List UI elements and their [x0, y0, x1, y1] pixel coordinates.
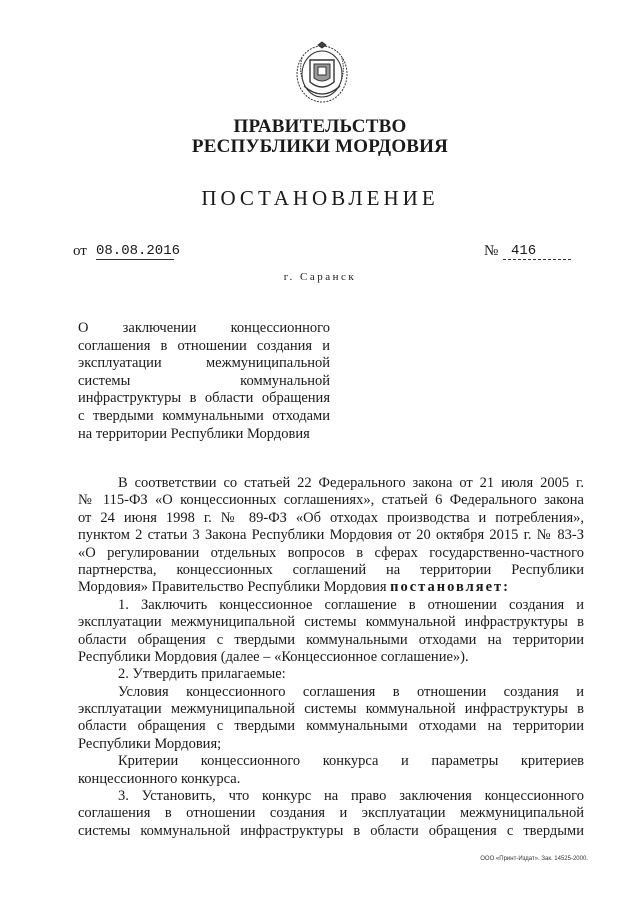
body-line: [78, 579, 584, 596]
body-text: Мордовия» Правительство Республики Мордовия: [78, 579, 387, 596]
body-line: Критерии концессионного конкурса и параметры критериев: [118, 753, 584, 770]
subject-line: системы коммунальной: [78, 372, 330, 389]
subject-line: соглашения в отношении создания и: [78, 337, 330, 354]
subject-line: эксплуатации межмуниципальной: [78, 355, 330, 372]
body-line: В соответствии со статьей 22 Федерального закона от 21 июля 2005 г.: [118, 475, 584, 491]
decree-verb: постановляет:: [390, 579, 510, 596]
coat-of-arms-emblem: [294, 38, 350, 106]
document-body: [78, 475, 584, 840]
document-subject: [78, 320, 330, 443]
number-label: №: [484, 243, 499, 259]
body-line: от 24 июня 1998 г. № 89-ФЗ «Об отходах производства и потребления»,: [78, 509, 584, 526]
body-line: 2. Утвердить прилагаемые:: [118, 666, 286, 683]
date-label: от: [73, 243, 87, 259]
body-line: 3. Установить, что конкурс на право заключения концессионного: [118, 788, 584, 805]
printer-imprint: ООО «Принт-Издат». Зак. 14525-2000.: [480, 856, 588, 862]
subject-line: с твердыми коммунальными отходами: [78, 407, 330, 424]
city: г. Саранск: [283, 271, 357, 283]
body-line: 1. Заключить концессионное соглашение в отношении создания и: [118, 596, 584, 613]
subject-line: О заключении концессионного: [78, 320, 330, 336]
body-line: эксплуатации межмуниципальной системы коммунальной инфраструктуры в: [78, 614, 584, 631]
body-line: соглашения в отношении создания и эксплуатации межмуниципальной: [78, 805, 584, 822]
body-line: концессионного конкурса.: [78, 770, 241, 787]
subject-line: на территории Республики Мордовия: [78, 425, 310, 442]
body-line: системы коммунальной инфраструктуры в области обращения с твердыми: [78, 822, 584, 839]
body-line: области обращения с твердыми коммунальными отходами на территории: [78, 718, 584, 735]
body-line: Республики Мордовия;: [78, 735, 222, 752]
body-line: области обращения с твердыми коммунальными отходами на территории: [78, 631, 584, 648]
subject-line: инфраструктуры в области обращения: [78, 390, 330, 407]
document-date: 08.08.2016: [96, 243, 181, 259]
body-line: Условия концессионного соглашения в отношении создания и: [118, 683, 584, 700]
document-number: 416: [503, 243, 571, 260]
body-line: эксплуатации межмуниципальной системы коммунальной инфраструктуры в: [78, 701, 584, 718]
body-line: Республики Мордовия (далее – «Концессионное соглашение»).: [78, 648, 469, 665]
body-line: пунктом 2 статьи 3 Закона Республики Мордовия от 20 октября 2015 г. № 83-З: [78, 527, 584, 544]
body-line: партнерства, концессионных соглашений на территории Республики: [78, 561, 584, 578]
body-line: № 115-ФЗ «О концессионных соглашениях», статьей 6 Федерального закона: [78, 492, 584, 509]
republic-title: РЕСПУБЛИКИ МОРДОВИЯ: [191, 136, 449, 157]
document-type: ПОСТАНОВЛЕНИЕ: [201, 186, 439, 210]
government-title: ПРАВИТЕЛЬСТВО: [233, 116, 407, 137]
body-line: «О регулировании отдельных вопросов в сферах государственно-частного: [78, 544, 584, 561]
